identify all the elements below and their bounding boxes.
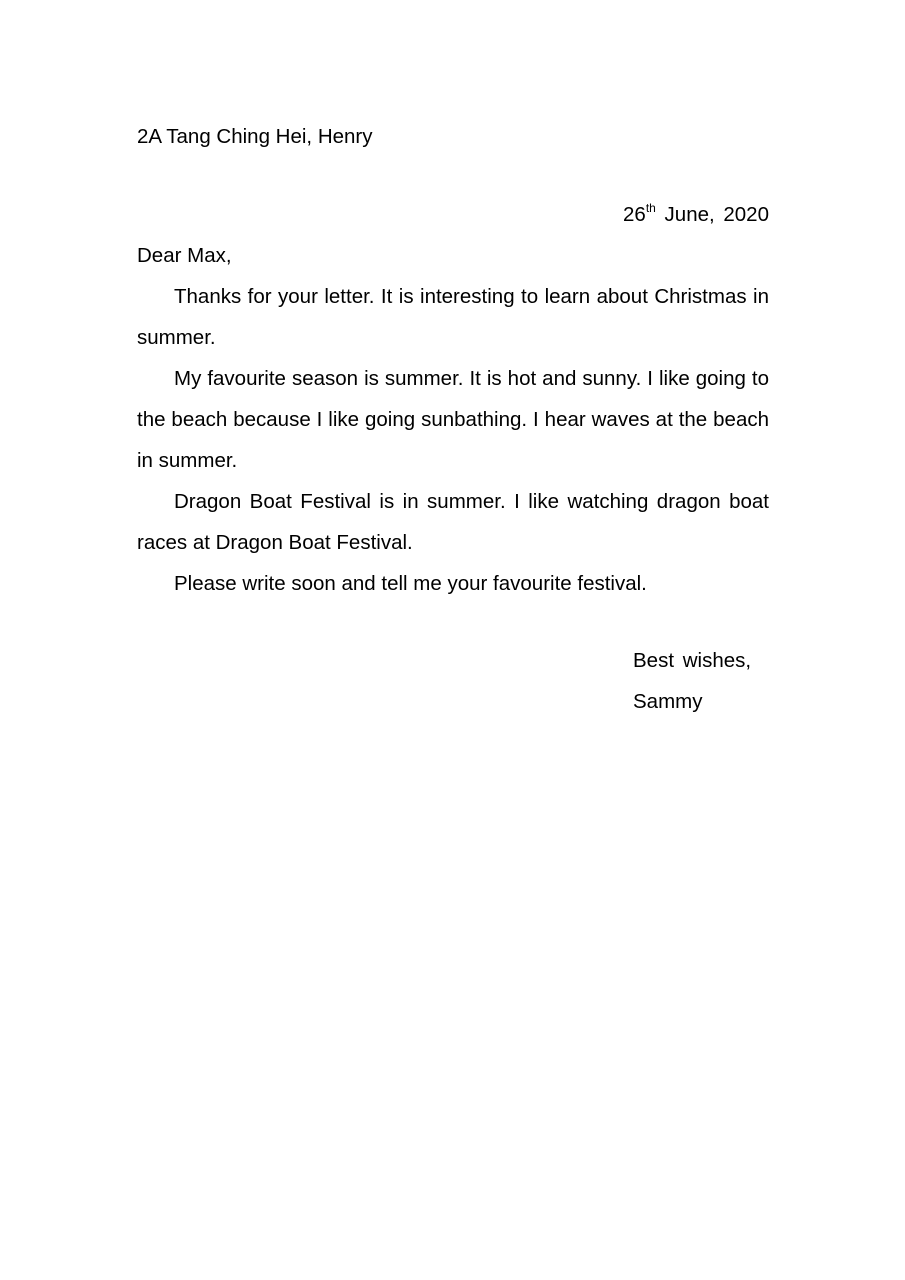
letter-date [137, 194, 769, 235]
paragraph-3: Dragon Boat Festival is in summer. I like watching dragon boat races at Dragon Boat Festival. [137, 490, 769, 554]
salutation: Dear Max, [137, 244, 232, 267]
signature: Sammy [633, 690, 703, 713]
sign-off: Best wishes, [633, 649, 752, 672]
date-month-year: June, 2020 [655, 203, 769, 226]
paragraph-4: Please write soon and tell me your favourite festival. [174, 572, 647, 595]
letter-body [137, 116, 769, 604]
paragraph-2: My favourite season is summer. It is hot and sunny. I like going to the beach because I like going sunbathing. I hear waves at the beach in summer. [137, 367, 769, 472]
date-suffix: th [645, 201, 656, 215]
author-line: 2A Tang Ching Hei, Henry [137, 125, 373, 148]
date-day: 26 [623, 203, 646, 226]
closing-block [633, 640, 751, 722]
paragraph-1: Thanks for your letter. It is interesting to learn about Christmas in summer. [137, 285, 769, 349]
